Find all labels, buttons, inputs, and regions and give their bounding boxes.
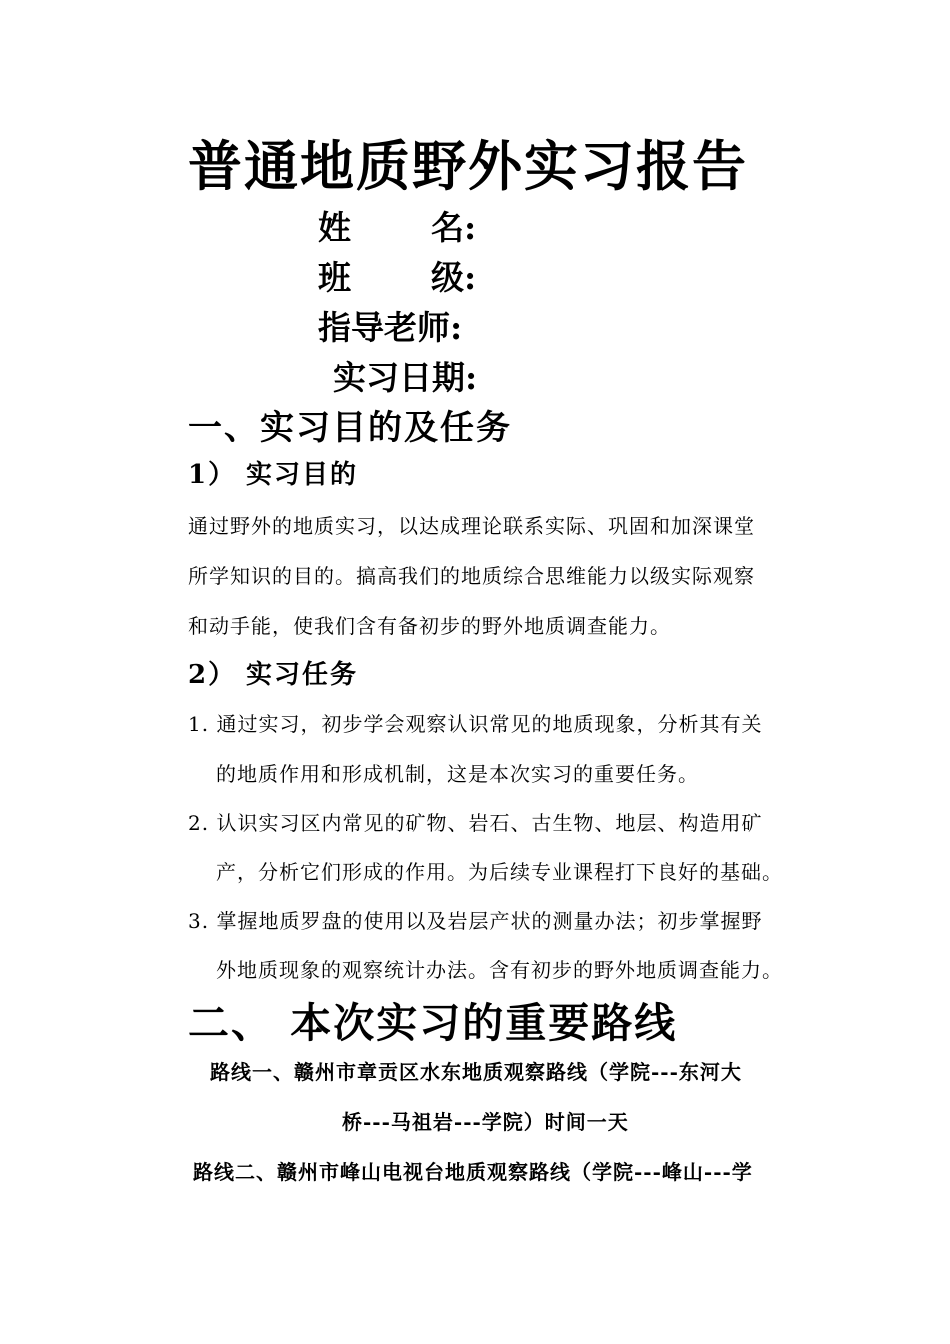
task-item-line: 外地质现象的观察统计办法。含有初步的野外地质调查能力。 bbox=[216, 958, 783, 982]
document-title: 普通地质野外实习报告 bbox=[188, 134, 748, 198]
subsection-number: 2） bbox=[188, 660, 237, 690]
subsection-number: 1） bbox=[188, 460, 237, 490]
purpose-paragraph-line: 所学知识的目的。搞高我们的地质综合思维能力以级实际观察 bbox=[188, 564, 755, 588]
teacher-field-label: 指导老师: bbox=[318, 308, 463, 347]
class-label-char-2: 级: bbox=[431, 258, 477, 297]
date-field-label: 实习日期: bbox=[333, 358, 478, 397]
subsection-purpose-heading bbox=[188, 457, 358, 493]
subsection-label: 实习目的 bbox=[246, 460, 359, 490]
name-field-label bbox=[318, 206, 476, 250]
purpose-paragraph-line: 和动手能，使我们含有备初步的野外地质调查能力。 bbox=[188, 614, 671, 638]
class-field-label bbox=[318, 256, 476, 300]
route-line: 路线二、赣州市峰山电视台地质观察路线（学院---峰山---学 bbox=[193, 1160, 753, 1184]
name-label-char-2: 名: bbox=[431, 208, 477, 247]
task-item-line: 3. 掌握地质罗盘的使用以及岩层产状的测量办法；初步掌握野 bbox=[188, 909, 763, 933]
task-item-line: 1. 通过实习，初步学会观察认识常见的地质现象，分析其有关 bbox=[188, 712, 763, 736]
name-label-char-1: 姓 bbox=[318, 208, 351, 247]
subsection-label: 实习任务 bbox=[246, 660, 359, 690]
purpose-paragraph-line: 通过野外的地质实习，以达成理论联系实际、巩固和加深课堂 bbox=[188, 514, 755, 538]
class-label-char-1: 班 bbox=[318, 258, 351, 297]
section-2-heading: 二、 本次实习的重要路线 bbox=[188, 999, 678, 1047]
route-line: 桥---马祖岩---学院）时间一天 bbox=[342, 1110, 629, 1134]
task-item-line: 的地质作用和形成机制，这是本次实习的重要任务。 bbox=[216, 762, 699, 786]
subsection-tasks-heading bbox=[188, 657, 358, 693]
task-item-line: 2. 认识实习区内常见的矿物、岩石、古生物、地层、构造用矿 bbox=[188, 811, 763, 835]
task-item-line: 产，分析它们形成的作用。为后续专业课程打下良好的基础。 bbox=[216, 860, 783, 884]
route-line: 路线一、赣州市章贡区水东地质观察路线（学院---东河大 bbox=[210, 1060, 742, 1084]
section-1-heading: 一、实习目的及任务 bbox=[188, 408, 512, 448]
